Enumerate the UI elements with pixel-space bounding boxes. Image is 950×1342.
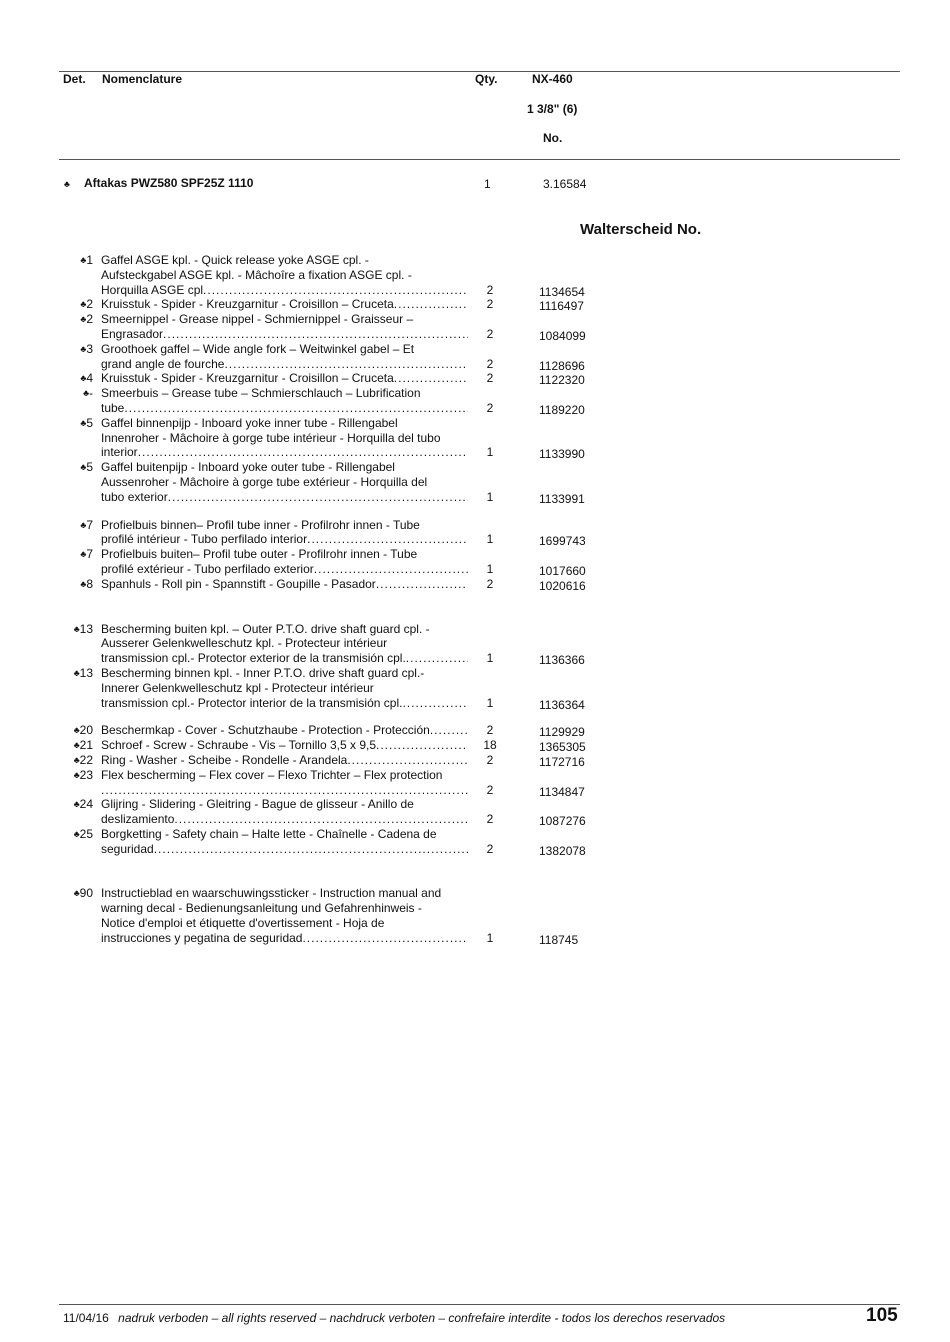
- part-number: 1134847: [539, 784, 585, 799]
- header-bottom-rule: [59, 159, 900, 160]
- det-number: ♣8: [80, 576, 93, 591]
- table-row: [59, 253, 659, 297]
- leader-dots: [154, 842, 468, 857]
- club-icon: ♣: [73, 799, 80, 810]
- part-qty: 2: [486, 297, 494, 312]
- part-number: 1365305: [539, 740, 586, 755]
- table-row: [59, 416, 659, 460]
- det-number: ♣13: [73, 665, 93, 680]
- part-qty: 2: [486, 400, 494, 415]
- footer-rule: [59, 1304, 900, 1305]
- part-description: Flex bescherming – Flex cover – Flexo Trichter – Flex protection .....: [101, 768, 468, 798]
- page-number: 105: [866, 1305, 898, 1326]
- leader-dots: [394, 371, 468, 386]
- club-icon: ♣: [73, 769, 80, 780]
- part-description: Gaffel buitenpijp - Inboard yoke outer tube - Rillengabel Aussenroher - Mâchoire à gorge tube extérieur - Horquilla del tubo exterior .....: [101, 460, 468, 504]
- part-qty: 1: [486, 930, 494, 945]
- part-qty: 2: [486, 576, 494, 591]
- det-number: ♣7: [80, 547, 93, 562]
- club-icon: ♣: [73, 828, 80, 839]
- det-number: ♣23: [73, 767, 93, 782]
- table-row: [59, 886, 659, 945]
- table-row: [59, 547, 659, 577]
- part-qty: 2: [486, 371, 494, 386]
- part-number: 1122320: [539, 373, 585, 388]
- leader-dots: [101, 783, 468, 798]
- leader-dots: [203, 283, 468, 298]
- leader-dots: [376, 738, 468, 753]
- club-icon: ♣: [80, 314, 87, 325]
- table-row: [59, 723, 659, 738]
- main-part-number: 3.16584: [543, 177, 587, 191]
- club-icon: ♣: [80, 462, 87, 473]
- det-number: ♣-: [83, 386, 93, 401]
- table-row: [59, 386, 659, 416]
- det-number: ♣3: [80, 341, 93, 356]
- club-icon: ♣: [80, 373, 87, 384]
- leader-dots: [174, 812, 468, 827]
- part-description: Gaffel ASGE kpl. - Quick release yoke ASGE cpl. - Aufsteckgabel ASGE kpl. - Mâchoîre a fixation ASGE cpl. - Horquilla ASGE cpl .....: [101, 253, 468, 297]
- table-row: [59, 342, 659, 372]
- club-icon: ♣: [80, 578, 87, 589]
- part-description: Bescherming binnen kpl. - Inner P.T.O. drive shaft guard cpl.- Innerer Gelenkwelleschutz kpl - Protecteur intérieur transmission cpl.- Protector interior de la transmisión cpl. .....: [101, 666, 468, 710]
- part-description: Glijring - Slidering - Gleitring - Bague de glisseur - Anillo de deslizamiento .....: [101, 797, 468, 827]
- table-row: [59, 827, 659, 857]
- table-row: [59, 622, 659, 666]
- part-description: Profielbuis buiten– Profil tube outer - Profilrohr innen - Tube profilé extérieur - Tubo perfilado exterior .....: [101, 547, 468, 577]
- column-det: Det.: [63, 72, 86, 86]
- club-icon: ♣: [73, 667, 80, 678]
- column-model: NX-460: [532, 72, 573, 86]
- leader-dots: [124, 401, 468, 416]
- club-icon: ♣: [80, 343, 87, 354]
- part-number: 118745: [539, 932, 579, 947]
- part-description: Smeernippel - Grease nippel - Schmiernippel - Graisseur – Engrasador .....: [101, 312, 468, 342]
- club-icon: ♣: [80, 549, 87, 560]
- det-number: ♣5: [80, 460, 93, 475]
- part-description: Borgketting - Safety chain – Halte lette - Chaînelle - Cadena de seguridad .....: [101, 827, 468, 857]
- parts-list: [59, 253, 659, 946]
- column-no: No.: [543, 131, 563, 145]
- club-icon: ♣: [80, 519, 87, 530]
- det-number: ♣4: [80, 371, 93, 386]
- det-number: ♣24: [73, 797, 93, 812]
- part-qty: 2: [486, 723, 494, 738]
- table-row: [59, 297, 659, 312]
- main-part-qty: 1: [484, 177, 491, 191]
- part-number: 1128696: [539, 358, 585, 373]
- leader-dots: [347, 753, 468, 768]
- part-description: Groothoek gaffel – Wide angle fork – Weitwinkel gabel – Et grand angle de fourche .....: [101, 342, 468, 372]
- det-number: ♣1: [80, 253, 93, 267]
- leader-dots: [168, 490, 468, 505]
- part-description: Instructieblad en waarschuwingssticker - Instruction manual and warning decal - Bedienungsanleitung und Gefahrenhinweis - Notice d'emploi et étiquette d'overtissement - Hoja de instrucciones y pegatina de seguridad .....: [101, 886, 468, 945]
- leader-dots: [224, 357, 468, 372]
- table-row: [59, 577, 659, 592]
- leader-dots: [376, 577, 468, 592]
- club-icon: ♣: [73, 888, 80, 899]
- footer-date: 11/04/16: [63, 1311, 109, 1325]
- part-number: 1133991: [539, 491, 585, 506]
- part-qty: 1: [486, 489, 494, 504]
- footer-text: [63, 1311, 725, 1325]
- column-size: 1 3/8" (6): [527, 102, 578, 116]
- main-part-name: ♣ Aftakas PWZ580 SPF25Z 1110: [64, 176, 254, 190]
- part-qty: 1: [486, 651, 494, 666]
- part-number: 1017660: [539, 563, 586, 578]
- part-number: 1020616: [539, 578, 586, 593]
- table-row: [59, 753, 659, 768]
- part-number: 1084099: [539, 328, 586, 343]
- part-qty: 18: [483, 738, 497, 753]
- part-description: Kruisstuk - Spider - Kreuzgarnitur - Croisillon – Cruceta .....: [101, 297, 468, 312]
- part-number: 1134654: [539, 284, 585, 299]
- leader-dots: [138, 445, 468, 460]
- det-number: ♣20: [73, 723, 93, 738]
- part-number: 1136366: [539, 653, 585, 668]
- part-number: 1172716: [539, 754, 585, 769]
- part-number: 1189220: [539, 402, 585, 417]
- club-icon: ♣: [80, 417, 87, 428]
- part-qty: 1: [486, 532, 494, 547]
- part-description: Gaffel binnenpijp - Inboard yoke inner tube - Rillengabel Innenroher - Mâchoire à gorge tube intérieur - Horquilla del tubo interior .....: [101, 416, 468, 460]
- leader-dots: [430, 723, 468, 738]
- part-description: Profielbuis binnen– Profil tube inner - Profilrohr innen - Tube profilé intérieur - Tubo perfilado interior .....: [101, 518, 468, 548]
- det-number: ♣22: [73, 752, 93, 767]
- det-number: ♣90: [73, 886, 93, 901]
- table-row: [59, 371, 659, 386]
- leader-dots: [406, 651, 468, 666]
- det-number: ♣25: [73, 826, 93, 841]
- det-number: ♣5: [80, 415, 93, 430]
- part-qty: 2: [486, 282, 494, 297]
- det-number: ♣13: [73, 621, 93, 636]
- det-number: ♣2: [80, 297, 93, 312]
- part-description: Bescherming buiten kpl. – Outer P.T.O. drive shaft guard cpl. - Ausserer Gelenkwelleschutz kpl. - Protecteur intérieur transmission cpl.- Protector exterior de la transmisión cpl. .....: [101, 622, 468, 666]
- part-number: 1136364: [539, 697, 585, 712]
- part-description: Ring - Washer - Scheibe - Rondelle - Arandela .....: [101, 753, 468, 768]
- part-qty: 2: [486, 752, 494, 767]
- part-description: Beschermkap - Cover - Schutzhaube - Protection - Protección .....: [101, 723, 468, 738]
- leader-dots: [307, 532, 468, 547]
- part-qty: 2: [486, 326, 494, 341]
- club-icon: ♣: [73, 740, 80, 751]
- part-description: Spanhuls - Roll pin - Spannstift - Goupille - Pasador .....: [101, 577, 468, 592]
- table-row: [59, 797, 659, 827]
- part-description: Kruisstuk - Spider - Kreuzgarnitur - Croisillon – Cruceta .....: [101, 371, 468, 386]
- part-qty: 2: [486, 356, 494, 371]
- part-qty: 2: [486, 782, 494, 797]
- table-row: [59, 666, 659, 710]
- part-qty: 1: [486, 695, 494, 710]
- leader-dots: [302, 931, 468, 946]
- footer-notice: nadruk verboden – all rights reserved – nachdruck verboten – confrefaire interdite - todos los derechos reservados: [118, 1311, 726, 1325]
- column-qty: Qty.: [475, 72, 498, 86]
- leader-dots: [402, 696, 468, 711]
- leader-dots: [314, 562, 468, 577]
- part-qty: 1: [486, 561, 494, 576]
- table-row: [59, 768, 659, 798]
- det-number: ♣21: [73, 738, 93, 753]
- supplier-heading: Walterscheid No.: [580, 221, 702, 238]
- club-icon: ♣: [73, 725, 80, 736]
- part-number: 1116497: [539, 299, 584, 314]
- table-row: [59, 518, 659, 548]
- table-row: [59, 738, 659, 753]
- leader-dots: [163, 327, 468, 342]
- part-description: Smeerbuis – Grease tube – Schmierschlauch – Lubrification tube .....: [101, 386, 468, 416]
- club-icon: ♣: [83, 388, 89, 399]
- part-number: 1382078: [539, 843, 586, 858]
- club-icon: ♣: [73, 754, 80, 765]
- part-qty: 2: [486, 812, 494, 827]
- det-number: ♣7: [80, 517, 93, 532]
- club-icon: ♣: [64, 179, 70, 189]
- leader-dots: [394, 297, 468, 312]
- part-number: 1087276: [539, 814, 586, 829]
- part-qty: 1: [486, 445, 494, 460]
- club-icon: ♣: [80, 299, 87, 310]
- table-row: [59, 460, 659, 504]
- det-number: ♣2: [80, 312, 93, 327]
- part-number: 1133990: [539, 447, 585, 462]
- part-qty: 2: [486, 841, 494, 856]
- column-nomenclature: Nomenclature: [102, 72, 183, 86]
- club-icon: ♣: [80, 255, 87, 265]
- part-number: 1699743: [539, 534, 586, 549]
- part-number: 1129929: [539, 725, 585, 740]
- table-row: [59, 312, 659, 342]
- club-icon: ♣: [73, 623, 80, 634]
- part-description: Schroef - Screw - Schraube - Vis – Tornillo 3,5 x 9,5 .....: [101, 738, 468, 753]
